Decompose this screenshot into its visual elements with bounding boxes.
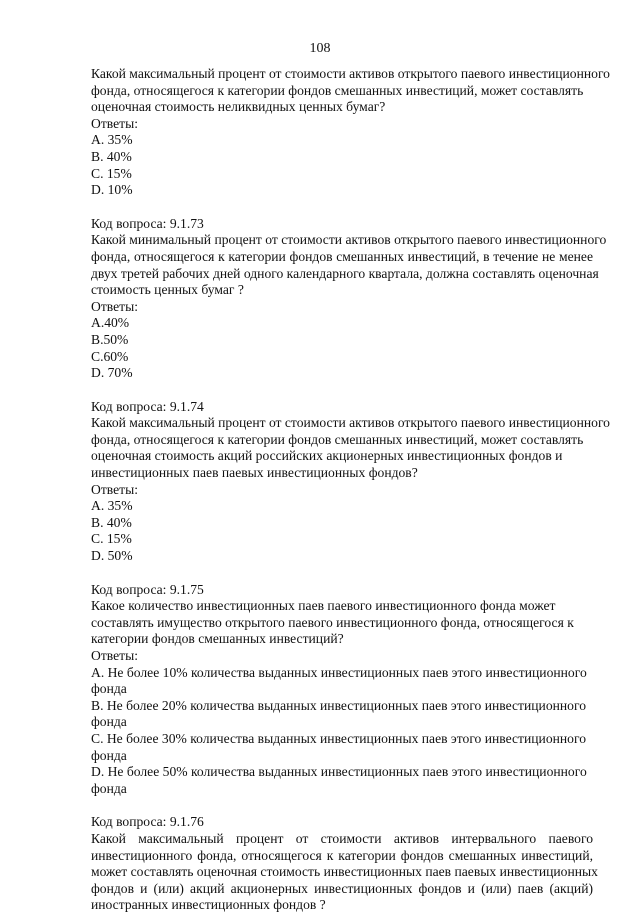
answer-option: D. 70% [91,365,133,381]
answer-text-line: D. Не более 50% количества выданных инвестиционных паев этого инвестиционного [91,764,587,780]
question-text-line: двух третей рабочих дней одного календарного квартала, должна составлять оценочная [91,265,599,281]
question-block [91,398,610,565]
question-block [91,215,607,382]
question-text-line: составлять имущество открытого паевого инвестиционного фонда, относящегося к [91,614,574,630]
answer-text-line: C. Не более 30% количества выданных инвестиционных паев этого инвестиционного [91,730,586,746]
answer-option: A.40% [91,315,130,331]
question-text-line: инвестиционных паев паевых инвестиционных фондов? [91,465,418,481]
question-text-line: Какое количество инвестиционных паев паевого инвестиционного фонда может [91,598,556,614]
question-text-line: иностранных инвестиционных фондов ? [91,897,326,913]
page-number: 108 [309,41,331,56]
question-code: Код вопроса: 9.1.75 [91,581,204,597]
answers-label: Ответы: [91,648,138,663]
answer-option: B. 40% [91,514,132,530]
answer-option: A. 35% [91,132,133,148]
question-block [91,582,593,798]
question-text-line: стоимость ценных бумаг ? [91,282,244,298]
answer-text-line: фонда [91,681,127,697]
answer-option: A. 35% [91,498,133,514]
question-text-line: фонда, относящегося к категории фондов смешанных инвестиций, в течение не менее [91,248,593,264]
page-content [91,66,610,914]
question-text-line: Какой максимальный процент от стоимости активов открытого паевого инвестиционного [91,66,610,81]
answer-option: B.50% [91,331,129,347]
question-text-line: Какой максимальный процент от стоимости активов открытого паевого инвестиционного [91,415,610,431]
question-code: Код вопроса: 9.1.76 [91,814,204,830]
answer-text-line: фонда [91,714,127,730]
question-text-line: фонда, относящегося к категории фондов смешанных инвестиций, может составлять [91,431,584,447]
answers-label: Ответы: [91,115,138,131]
answer-option: D. 10% [91,182,133,198]
answers-label: Ответы: [91,481,138,497]
answer-text-line: фонда [91,780,127,796]
answer-text-line: B. Не более 20% количества выданных инвестиционных паев этого инвестиционного [91,697,586,713]
answer-option: D. 50% [91,548,133,564]
question-text-line: Какой минимальный процент от стоимости активов открытого паевого инвестиционного [91,232,607,248]
question-text-line: фондов и (или) акций акционерных инвестиционных фондов и (или) паев (акций) [91,880,593,896]
answers-label: Ответы: [91,298,138,314]
answer-option [91,665,593,698]
question-block [91,66,610,199]
question-code: Код вопроса: 9.1.74 [91,398,204,414]
question-code: Код вопроса: 9.1.73 [91,215,204,231]
answer-option [91,698,593,731]
answer-text-line: фонда [91,747,127,763]
question-text-line: Какой максимальный процент от стоимости активов интервального паевого [91,830,593,846]
question-block [91,814,598,914]
question-text-line: категории фондов смешанных инвестиций? [91,631,344,647]
answer-text-line: A. Не более 10% количества выданных инвестиционных паев этого инвестиционного [91,664,587,680]
answer-option [91,731,593,764]
question-text-line: может составлять оценочная стоимость инвестиционных паев паевых инвестиционных [91,864,598,880]
answer-option: C. 15% [91,531,132,547]
question-text-line: оценочная стоимость акций российских акционерных инвестиционных фондов и [91,448,563,464]
question-text-line: инвестиционного фонда, относящегося к категории фондов смешанных инвестиций, [91,847,593,863]
answer-option [91,764,593,797]
answer-option: C. 15% [91,165,132,181]
question-text-line: фонда, относящегося к категории фондов смешанных инвестиций, может составлять [91,82,584,98]
question-text-line: оценочная стоимость неликвидных ценных бумаг? [91,99,386,115]
answer-option: B. 40% [91,148,132,164]
answer-option: C.60% [91,348,129,364]
